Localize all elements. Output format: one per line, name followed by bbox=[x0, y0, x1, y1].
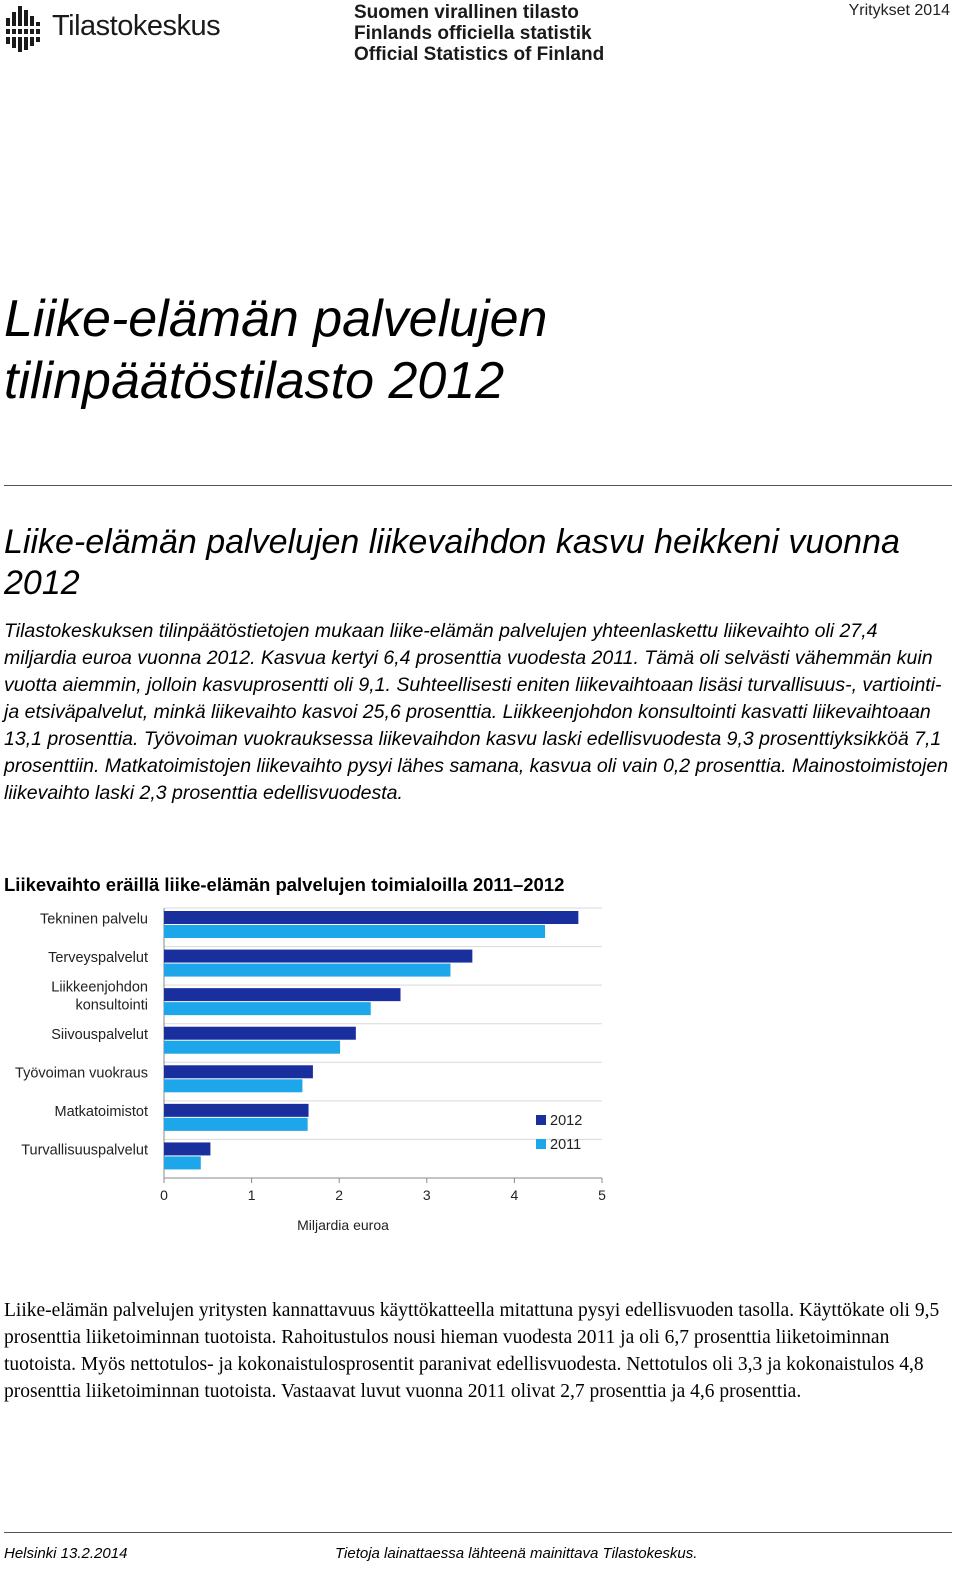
bar-2012 bbox=[164, 988, 401, 1001]
footer-divider bbox=[4, 1532, 952, 1533]
category-label: Terveyspalvelut bbox=[48, 949, 148, 966]
x-tick-label: 2 bbox=[335, 1187, 344, 1203]
category-label: Työvoiman vuokraus bbox=[15, 1065, 148, 1082]
bar-2012 bbox=[164, 950, 472, 963]
intro-paragraph: Tilastokeskuksen tilinpäätöstietojen mukaan liike-elämän palvelujen yhteenlaskettu liikevaihto oli 27,4 miljardia euroa vuonna 2012. Kasvua kertyi 6,4 prosenttia vuodesta 2011. Tämä oli selvästi vähemmän kuin vuotta aiemmin, jolloin kasvuprosentti oli 9,1. Suhteellisesti eniten liikevaihtoaan lisäsi turvallisuus-, vartiointi- ja etsiväpalvelut, minkä liikevaihto kasvoi 25,6 prosenttia. Liikkeenjohdon konsultointi kasvatti liikevaihtoaan 13,1 prosenttia. Työvoiman vuokrauksessa liikevaihdon kasvu laski edellisvuodesta 9,3 prosenttiyksikköä 7,1 prosenttiin. Matkatoimistojen liikevaihto pysyi lähes samana, kasvua oli vain 0,2 prosenttia. Mainostoimistojen liikevaihto laski 2,3 prosenttia edellisvuodesta. bbox=[4, 620, 949, 804]
category-label: konsultointi bbox=[75, 997, 148, 1014]
category-label: Tekninen palvelu bbox=[39, 911, 148, 928]
bar-2012 bbox=[164, 1065, 313, 1078]
page-title bbox=[4, 288, 934, 412]
category-label: Liikkeenjohdon bbox=[51, 979, 148, 996]
section-title: Liike-elämän palvelujen liikevaihdon kasvu heikkeni vuonna 2012 bbox=[4, 523, 900, 602]
page-title-line-2: tilinpäätöstilasto 2012 bbox=[4, 352, 505, 410]
bar-2012 bbox=[164, 911, 578, 924]
legend-swatch-2012 bbox=[536, 1115, 546, 1125]
bar-2011 bbox=[164, 1041, 340, 1054]
page-title-line-1: Liike-elämän palvelujen bbox=[4, 290, 548, 348]
revenue-bar-chart bbox=[0, 900, 640, 1240]
logo-mark-icon bbox=[4, 4, 48, 54]
bar-2011 bbox=[164, 1079, 302, 1092]
tilastokeskus-logo bbox=[4, 4, 244, 54]
category-label: Matkatoimistot bbox=[54, 1104, 148, 1121]
chart-title: Liikevaihto eräillä liike-elämän palvelujen toimialoilla 2011–2012 bbox=[4, 874, 565, 895]
legend-label-2012: 2012 bbox=[550, 1113, 583, 1129]
bar-2011 bbox=[164, 1002, 371, 1015]
x-tick-label: 0 bbox=[160, 1187, 168, 1203]
x-tick-label: 4 bbox=[510, 1187, 519, 1203]
x-tick-label: 5 bbox=[598, 1187, 606, 1203]
title-divider bbox=[4, 485, 952, 486]
category-label: Turvallisuuspalvelut bbox=[21, 1142, 148, 1159]
bar-2011 bbox=[164, 925, 545, 938]
x-tick-label: 3 bbox=[422, 1187, 431, 1203]
legend-swatch-2011 bbox=[536, 1139, 546, 1149]
bar-2011 bbox=[164, 1156, 201, 1169]
bar-2011 bbox=[164, 964, 450, 977]
official-statistics-label bbox=[354, 2, 604, 65]
official-line-fi: Suomen virallinen tilasto bbox=[354, 2, 579, 23]
footer-citation: Tietoja lainattaessa lähteenä mainittava Tilastokeskus. bbox=[335, 1545, 698, 1562]
bar-2011 bbox=[164, 1118, 308, 1131]
footer-date: Helsinki 13.2.2014 bbox=[4, 1545, 128, 1562]
series-label: Yritykset 2014 bbox=[848, 2, 950, 19]
bar-2012 bbox=[164, 1027, 356, 1040]
profitability-paragraph: Liike-elämän palvelujen yritysten kannattavuus käyttökatteella mitattuna pysyi edellisvuoden tasolla. Käyttökate oli 9,5 prosenttia liiketoiminnan tuotoista. Rahoitustulos nousi hieman vuodesta 2011 ja oli 6,7 prosenttia liiketoiminnan tuotoista. Myös nettotulos- ja kokonaistulosprosentit paranivat edellisvuodesta. Nettotulos oli 3,3 ja kokonaistulos 4,8 prosenttia liiketoiminnan tuotoista. Vastaavat luvut vuonna 2011 olivat 2,7 prosenttia ja 4,6 prosenttia. bbox=[4, 1300, 940, 1402]
legend-label-2011: 2011 bbox=[550, 1137, 582, 1153]
category-label: Siivouspalvelut bbox=[51, 1027, 148, 1043]
x-axis-label: Miljardia euroa bbox=[297, 1217, 389, 1233]
logo-text: Tilastokeskus bbox=[52, 10, 221, 42]
bar-2012 bbox=[164, 1142, 210, 1155]
chart-svg bbox=[0, 900, 640, 1240]
official-line-sv: Finlands officiella statistik bbox=[354, 23, 592, 44]
bar-2012 bbox=[164, 1104, 309, 1117]
official-line-en: Official Statistics of Finland bbox=[354, 44, 605, 65]
x-tick-label: 1 bbox=[247, 1187, 256, 1203]
